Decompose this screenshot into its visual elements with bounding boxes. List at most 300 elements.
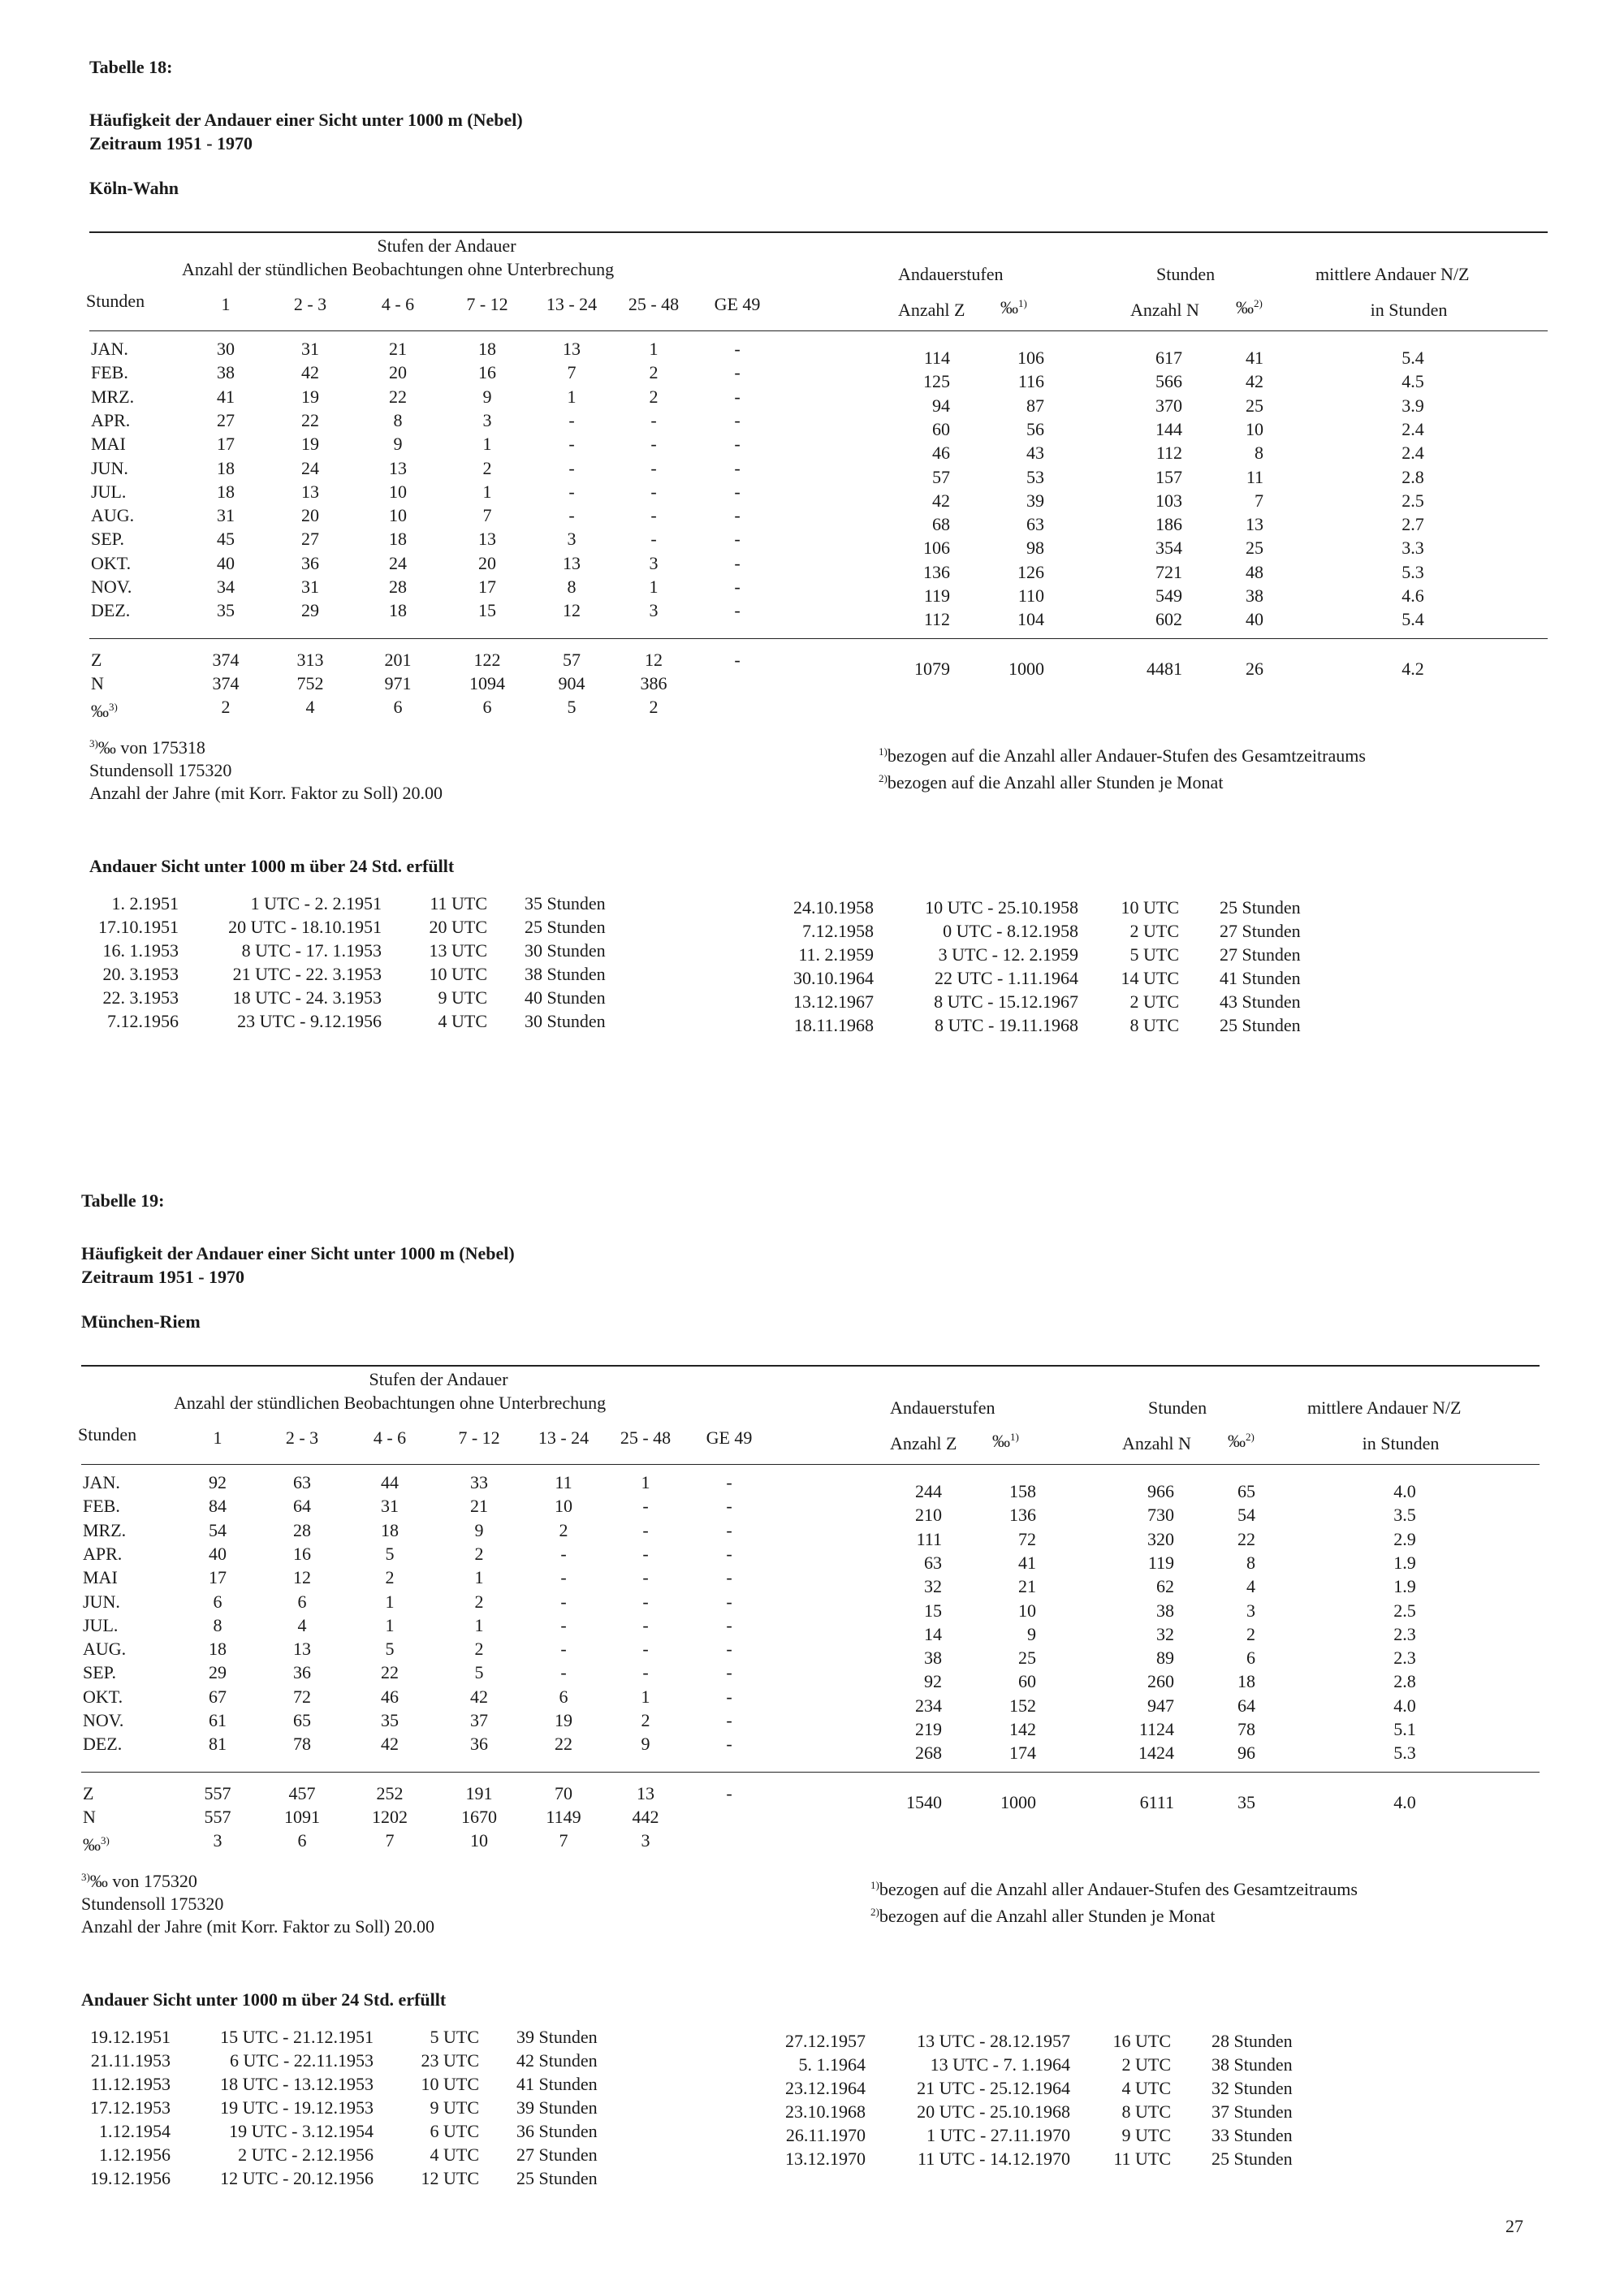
total-promille-value: 7: [385, 1830, 395, 1851]
mittlere-andauer-value: 2.8: [1402, 466, 1424, 487]
bin-count: -: [726, 1567, 732, 1588]
header-anzahl-beob: Anzahl der stündlichen Beobachtungen ohne Unterbrechung: [182, 259, 615, 279]
total-z-value: 191: [465, 1783, 493, 1803]
event-period: 8 UTC - 15.12.1967: [934, 991, 1078, 1012]
header-anzahl-z: Anzahl Z: [890, 1433, 957, 1453]
sum-z: 1540: [906, 1792, 942, 1812]
total-n-value: 971: [384, 673, 412, 693]
bin-count: 15: [478, 600, 496, 621]
header-anzahl-n: Anzahl N: [1130, 300, 1199, 320]
mittlere-andauer-value: 2.5: [1402, 490, 1424, 511]
bin-count: -: [726, 1614, 732, 1635]
header-bin: 1: [221, 294, 231, 314]
promille-symbol: ‰: [83, 1834, 101, 1855]
totals-n-label: N: [91, 673, 104, 693]
bin-count: 20: [478, 552, 496, 573]
anzahl-z-value: 210: [915, 1505, 942, 1526]
bin-count: -: [642, 1614, 649, 1635]
bin-count: -: [734, 529, 741, 550]
mittlere-andauer-value: 5.4: [1402, 609, 1424, 630]
event-end-time: 10 UTC: [1121, 897, 1179, 918]
bin-count: 2: [649, 362, 659, 383]
events-title: Andauer Sicht unter 1000 m über 24 Std. erfüllt: [81, 1989, 447, 2010]
promille-symbol: ‰: [91, 701, 109, 721]
total-promille-value: 7: [559, 1830, 568, 1851]
bin-count: 21: [470, 1496, 488, 1517]
header-anzahl-beob: Anzahl der stündlichen Beobachtungen ohne Unterbrechung: [174, 1393, 607, 1413]
sum-n: 6111: [1139, 1792, 1174, 1812]
header-mittlere: mittlere Andauer N/Z: [1315, 264, 1470, 284]
header-in-stunden: in Stunden: [1362, 1433, 1440, 1453]
event-end-time: 2 UTC: [1129, 921, 1179, 941]
total-n-value: 904: [558, 673, 585, 693]
event-date: 13.12.1967: [793, 991, 874, 1012]
month-label: JUL.: [83, 1614, 119, 1635]
station-name: München-Riem: [81, 1311, 201, 1332]
bin-count: 13: [563, 339, 581, 359]
event-period: 11 UTC - 14.12.1970: [917, 2149, 1070, 2169]
mittlere-andauer-value: 4.5: [1402, 371, 1424, 392]
bin-count: 9: [482, 386, 492, 407]
station-name: Köln-Wahn: [89, 178, 179, 198]
mittlere-andauer-value: 5.4: [1402, 348, 1424, 368]
bin-count: 2: [482, 457, 492, 478]
event-date: 16. 1.1953: [102, 940, 179, 961]
footnote-mark: 1): [1018, 297, 1027, 309]
totals-rule: [81, 1772, 1540, 1773]
event-period: 8 UTC - 17. 1.1953: [241, 940, 382, 961]
bin-count: -: [734, 409, 741, 430]
promille-z-value: 39: [1026, 490, 1044, 511]
mittlere-andauer-value: 5.3: [1393, 1743, 1416, 1764]
anzahl-z-value: 114: [923, 348, 950, 368]
totals-n-label: N: [83, 1807, 96, 1827]
bin-count: 8: [393, 409, 403, 430]
anzahl-n-value: 730: [1147, 1505, 1174, 1526]
bin-count: 17: [209, 1567, 227, 1588]
bin-count: 37: [470, 1710, 488, 1730]
promille-n-value: 64: [1237, 1695, 1255, 1716]
event-date: 23.12.1964: [785, 2078, 866, 2098]
total-promille-value: 6: [297, 1830, 307, 1851]
top-rule: [89, 231, 1548, 233]
total-promille-value: 6: [393, 697, 403, 717]
anzahl-n-value: 966: [1147, 1481, 1174, 1501]
note-promille-basis: [89, 732, 443, 759]
promille-n-value: 38: [1246, 585, 1263, 606]
event-period: 0 UTC - 8.12.1958: [943, 921, 1078, 941]
note-text: bezogen auf die Anzahl aller Stunden je Monat: [887, 772, 1224, 792]
mittlere-andauer-value: 5.3: [1402, 561, 1424, 582]
bin-count: 3: [482, 409, 492, 430]
note-stundensoll: Stundensoll 175320: [81, 1894, 224, 1914]
event-date: 27.12.1957: [785, 2031, 866, 2051]
anzahl-z-value: 106: [923, 538, 950, 559]
anzahl-z-value: 136: [923, 561, 950, 582]
anzahl-n-value: 566: [1155, 371, 1182, 392]
bin-count: 7: [567, 362, 577, 383]
event-date: 24.10.1958: [793, 897, 874, 918]
total-promille-value: 5: [567, 697, 577, 717]
total-n-value: 442: [632, 1807, 659, 1827]
bin-count: 2: [641, 1710, 650, 1730]
table-period: Zeitraum 1951 - 1970: [81, 1267, 245, 1287]
total-n-value: 752: [296, 673, 324, 693]
bin-count: 30: [217, 339, 235, 359]
promille-n-value: 41: [1246, 348, 1263, 368]
promille-z-value: 60: [1018, 1671, 1036, 1692]
event-period: 18 UTC - 24. 3.1953: [232, 987, 382, 1008]
event-date: 5. 1.1964: [798, 2054, 866, 2075]
anzahl-z-value: 219: [915, 1719, 942, 1739]
promille-z-value: 126: [1017, 561, 1044, 582]
footnote-mark: 3): [109, 701, 118, 713]
event-date: 30.10.1964: [793, 968, 874, 988]
bin-count: 1: [385, 1614, 395, 1635]
note-stundensoll: Stundensoll 175320: [89, 760, 232, 780]
bin-count: 22: [381, 1662, 399, 1683]
sum-promille-n: 26: [1246, 659, 1263, 679]
event-duration: 27 Stunden: [1220, 944, 1301, 965]
mittlere-andauer-value: 2.4: [1402, 418, 1424, 439]
month-label: AUG.: [91, 505, 135, 526]
anzahl-n-value: 370: [1155, 395, 1182, 416]
bin-count: 1: [474, 1567, 484, 1588]
total-z-value: 557: [204, 1783, 231, 1803]
anzahl-n-value: 721: [1155, 561, 1182, 582]
event-period: 21 UTC - 25.12.1964: [917, 2078, 1070, 2098]
promille-n-value: 96: [1237, 1743, 1255, 1764]
bin-count: -: [568, 481, 575, 502]
header-anzahl-z: Anzahl Z: [898, 300, 965, 320]
promille-z-value: 136: [1009, 1505, 1036, 1526]
month-label: OKT.: [91, 552, 132, 573]
bin-count: -: [642, 1639, 649, 1660]
event-end-time: 5 UTC: [1129, 944, 1179, 965]
bin-count: 13: [478, 529, 496, 550]
bin-count: 67: [209, 1686, 227, 1707]
bin-count: 27: [301, 529, 319, 550]
footnote-1: [879, 741, 1366, 767]
event-period: 20 UTC - 18.10.1951: [228, 917, 382, 937]
note-text: bezogen auf die Anzahl aller Andauer-Stufen des Gesamtzeitraums: [879, 1879, 1358, 1899]
anzahl-z-value: 68: [932, 514, 950, 535]
header-bin: 2 - 3: [293, 294, 327, 314]
event-duration: 38 Stunden: [525, 964, 606, 984]
promille-z-value: 142: [1009, 1719, 1036, 1739]
anzahl-n-value: 62: [1156, 1576, 1174, 1597]
event-duration: 41 Stunden: [1220, 968, 1301, 988]
bin-count: 8: [567, 577, 577, 597]
promille-n-value: 25: [1246, 538, 1263, 559]
month-label: OKT.: [83, 1686, 123, 1707]
promille-z-value: 158: [1009, 1481, 1036, 1501]
bin-count: 9: [393, 434, 403, 455]
bin-count: 3: [567, 529, 577, 550]
promille-n-value: 10: [1246, 418, 1263, 439]
bin-count: 31: [381, 1496, 399, 1517]
anzahl-n-value: 354: [1155, 538, 1182, 559]
event-duration: 25 Stunden: [525, 917, 606, 937]
bin-count: 29: [209, 1662, 227, 1683]
month-label: DEZ.: [83, 1734, 123, 1755]
totals-promille-label: [91, 697, 118, 722]
note-text: ‰ von 175320: [89, 1871, 197, 1891]
event-period: 3 UTC - 12. 2.1959: [938, 944, 1078, 965]
bin-count: 92: [209, 1472, 227, 1492]
promille-n-value: 78: [1237, 1719, 1255, 1739]
total-z-value: -: [726, 1783, 732, 1803]
total-promille-value: 3: [641, 1830, 650, 1851]
bin-count: -: [734, 434, 741, 455]
bin-count: 64: [293, 1496, 311, 1517]
bin-count: 54: [209, 1519, 227, 1540]
bin-count: 63: [293, 1472, 311, 1492]
event-period: 2 UTC - 2.12.1956: [238, 2144, 374, 2165]
promille-n-value: 6: [1246, 1648, 1255, 1669]
anzahl-n-value: 89: [1156, 1648, 1174, 1669]
bin-count: 22: [389, 386, 407, 407]
table-title: Häufigkeit der Andauer einer Sicht unter 1000 m (Nebel): [81, 1243, 515, 1263]
promille-z-value: 41: [1018, 1552, 1036, 1573]
event-end-time: 9 UTC: [1121, 2125, 1171, 2145]
event-duration: 30 Stunden: [525, 940, 606, 961]
bin-count: -: [560, 1639, 567, 1660]
event-duration: 39 Stunden: [516, 2027, 598, 2047]
event-end-time: 11 UTC: [1113, 2149, 1171, 2169]
sum-mittlere: 4.2: [1402, 659, 1424, 679]
bin-count: 84: [209, 1496, 227, 1517]
promille-symbol: ‰: [1236, 297, 1254, 317]
header-stufen: Stufen der Andauer: [377, 235, 516, 256]
bin-count: 10: [389, 505, 407, 526]
header-mittlere: mittlere Andauer N/Z: [1307, 1397, 1462, 1418]
bin-count: 35: [381, 1710, 399, 1730]
event-end-time: 10 UTC: [421, 2074, 479, 2094]
bin-count: 12: [293, 1567, 311, 1588]
header-stunden-group: Stunden: [1156, 264, 1216, 284]
header-stunden-col: Stunden: [78, 1424, 137, 1445]
mittlere-andauer-value: 2.5: [1393, 1600, 1416, 1621]
anzahl-z-value: 57: [932, 466, 950, 487]
promille-symbol: ‰: [992, 1431, 1010, 1451]
month-label: MAI: [91, 434, 126, 455]
bin-count: 13: [563, 552, 581, 573]
event-period: 6 UTC - 22.11.1953: [229, 2050, 374, 2071]
bin-count: -: [650, 529, 657, 550]
bin-count: 6: [297, 1591, 307, 1612]
header-stufen: Stufen der Andauer: [369, 1369, 508, 1389]
bin-count: -: [726, 1543, 732, 1564]
event-duration: 37 Stunden: [1212, 2101, 1293, 2122]
bin-count: -: [642, 1591, 649, 1612]
bin-count: -: [726, 1710, 732, 1730]
bin-count: 12: [563, 600, 581, 621]
total-z-value: 252: [376, 1783, 404, 1803]
bin-count: -: [734, 600, 741, 621]
note-jahre: Anzahl der Jahre (mit Korr. Faktor zu Soll) 20.00: [89, 783, 443, 803]
event-end-time: 4 UTC: [438, 1011, 487, 1031]
event-end-time: 23 UTC: [421, 2050, 479, 2071]
month-label: APR.: [91, 409, 131, 430]
anzahl-n-value: 947: [1147, 1695, 1174, 1716]
bin-count: 65: [293, 1710, 311, 1730]
promille-z-value: 98: [1026, 538, 1044, 559]
bin-count: 18: [217, 457, 235, 478]
promille-n-value: 13: [1246, 514, 1263, 535]
mittlere-andauer-value: 2.8: [1393, 1671, 1416, 1692]
bin-count: -: [734, 339, 741, 359]
month-label: JAN.: [83, 1472, 120, 1492]
anzahl-n-value: 1424: [1138, 1743, 1174, 1764]
bin-count: 5: [385, 1543, 395, 1564]
header-stunden-group: Stunden: [1148, 1397, 1207, 1418]
bin-count: 5: [474, 1662, 484, 1683]
event-duration: 28 Stunden: [1212, 2031, 1293, 2051]
header-promille-n: [1228, 1431, 1255, 1452]
promille-z-value: 152: [1009, 1695, 1036, 1716]
bin-count: 34: [217, 577, 235, 597]
bin-count: 18: [389, 529, 407, 550]
anzahl-z-value: 15: [924, 1600, 942, 1621]
bin-count: -: [560, 1614, 567, 1635]
promille-n-value: 48: [1246, 561, 1263, 582]
event-period: 20 UTC - 25.10.1968: [917, 2101, 1070, 2122]
mittlere-andauer-value: 3.5: [1393, 1505, 1416, 1526]
table-title: Häufigkeit der Andauer einer Sicht unter 1000 m (Nebel): [89, 110, 523, 130]
month-label: JUN.: [91, 457, 128, 478]
month-label: MRZ.: [91, 386, 135, 407]
bin-count: 21: [389, 339, 407, 359]
bin-count: 36: [470, 1734, 488, 1755]
bin-count: -: [642, 1662, 649, 1683]
bin-count: 61: [209, 1710, 227, 1730]
bin-count: 13: [301, 481, 319, 502]
total-n-value: 1091: [284, 1807, 320, 1827]
anzahl-z-value: 60: [932, 418, 950, 439]
bin-count: 2: [474, 1639, 484, 1660]
header-rule: [81, 1464, 1540, 1465]
anzahl-z-value: 14: [924, 1623, 942, 1644]
promille-n-value: 8: [1246, 1552, 1255, 1573]
mittlere-andauer-value: 5.1: [1393, 1719, 1416, 1739]
anzahl-n-value: 320: [1147, 1528, 1174, 1549]
bin-count: 19: [555, 1710, 572, 1730]
total-n-value: 1149: [546, 1807, 581, 1827]
anzahl-n-value: 549: [1155, 585, 1182, 606]
event-date: 26.11.1970: [785, 2125, 866, 2145]
bin-count: 45: [217, 529, 235, 550]
event-period: 13 UTC - 28.12.1957: [917, 2031, 1070, 2051]
event-end-time: 4 UTC: [1121, 2078, 1171, 2098]
event-duration: 25 Stunden: [1220, 897, 1301, 918]
bin-count: 3: [649, 552, 659, 573]
footnote-mark: 2): [1246, 1431, 1255, 1443]
bin-count: 1: [641, 1472, 650, 1492]
bin-count: -: [726, 1591, 732, 1612]
total-n-value: 1094: [469, 673, 505, 693]
bin-count: 20: [389, 362, 407, 383]
event-date: 19.12.1956: [90, 2168, 171, 2188]
bin-count: 28: [389, 577, 407, 597]
bin-count: 36: [301, 552, 319, 573]
bin-count: 22: [555, 1734, 572, 1755]
footnote-mark: 2): [870, 1906, 879, 1918]
total-z-value: 57: [563, 650, 581, 670]
bin-count: -: [734, 577, 741, 597]
event-duration: 33 Stunden: [1212, 2125, 1293, 2145]
bin-count: 20: [301, 505, 319, 526]
bin-count: -: [560, 1662, 567, 1683]
promille-n-value: 25: [1246, 395, 1263, 416]
event-duration: 41 Stunden: [516, 2074, 598, 2094]
bin-count: -: [568, 457, 575, 478]
header-promille-z: [1000, 297, 1027, 318]
header-stunden-col: Stunden: [86, 291, 145, 311]
header-bin: 7 - 12: [458, 1427, 500, 1448]
event-end-time: 11 UTC: [430, 893, 487, 913]
bin-count: -: [726, 1662, 732, 1683]
header-bin: 4 - 6: [373, 1427, 407, 1448]
event-period: 10 UTC - 25.10.1958: [925, 897, 1078, 918]
sum-promille-n: 35: [1237, 1792, 1255, 1812]
total-z-value: -: [734, 650, 741, 670]
footnote-mark: 1): [870, 1879, 879, 1891]
header-rule: [89, 330, 1548, 331]
promille-n-value: 40: [1246, 609, 1263, 630]
bin-count: 40: [217, 552, 235, 573]
bin-count: -: [642, 1543, 649, 1564]
bin-count: 1: [649, 577, 659, 597]
sum-promille-z: 1000: [1000, 1792, 1036, 1812]
bin-count: 31: [217, 505, 235, 526]
event-period: 23 UTC - 9.12.1956: [237, 1011, 382, 1031]
anzahl-n-value: 157: [1155, 466, 1182, 487]
notes-right: [879, 741, 1366, 794]
month-label: NOV.: [83, 1710, 124, 1730]
total-n-value: 1670: [461, 1807, 497, 1827]
bin-count: 44: [381, 1472, 399, 1492]
bin-count: 28: [293, 1519, 311, 1540]
note-promille-basis: [81, 1866, 434, 1893]
event-end-time: 9 UTC: [438, 987, 487, 1008]
event-period: 1 UTC - 27.11.1970: [926, 2125, 1070, 2145]
promille-n-value: 8: [1255, 443, 1263, 464]
event-period: 13 UTC - 7. 1.1964: [930, 2054, 1070, 2075]
bin-count: 42: [381, 1734, 399, 1755]
event-date: 23.10.1968: [785, 2101, 866, 2122]
promille-z-value: 25: [1018, 1648, 1036, 1669]
bin-count: 33: [470, 1472, 488, 1492]
event-end-time: 20 UTC: [429, 917, 487, 937]
mittlere-andauer-value: 3.3: [1402, 538, 1424, 559]
event-duration: 43 Stunden: [1220, 991, 1301, 1012]
anzahl-z-value: 244: [915, 1481, 942, 1501]
header-promille-z: [992, 1431, 1019, 1452]
total-n-value: 386: [640, 673, 667, 693]
anzahl-n-value: 617: [1155, 348, 1182, 368]
bin-count: 9: [641, 1734, 650, 1755]
bin-count: -: [734, 481, 741, 502]
footnote-2: [870, 1901, 1358, 1928]
header-in-stunden: in Stunden: [1370, 300, 1448, 320]
bin-count: 1: [482, 481, 492, 502]
anzahl-z-value: 38: [924, 1648, 942, 1669]
event-period: 8 UTC - 19.11.1968: [934, 1015, 1078, 1035]
bin-count: 3: [649, 600, 659, 621]
anzahl-z-value: 92: [924, 1671, 942, 1692]
bin-count: 6: [213, 1591, 222, 1612]
